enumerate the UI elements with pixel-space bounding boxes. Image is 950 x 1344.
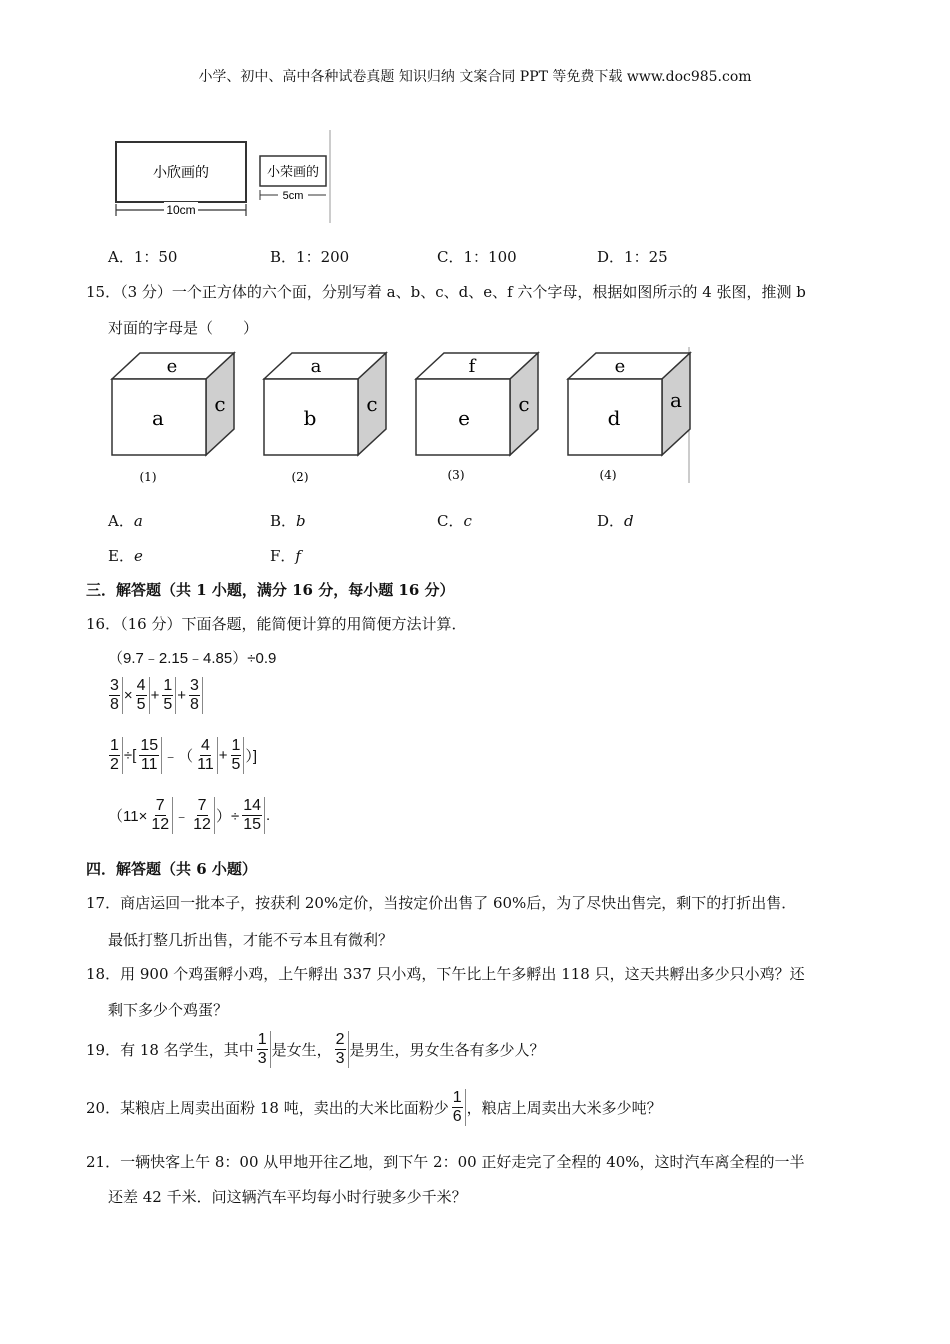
cube-2-side: c	[366, 392, 378, 416]
q18-line2: 剩下多少个鸡蛋？	[108, 1001, 229, 1019]
q16-line: 16．（16 分）下面各题，能简便计算的用简便方法计算．	[86, 615, 467, 633]
q21-line1: 21．一辆快客上午 8：00 从甲地开往乙地，到下午 2：00 正好走完了全程的 40%，这时汽车离全程的一半	[86, 1153, 805, 1171]
cube-2-top: a	[310, 356, 322, 377]
q20-line: 20．某粮店上周卖出面粉 18 吨，卖出的大米比面粉少 $\frac{1}{6}$ ，粮店上周卖出大米多少吨？	[86, 1089, 662, 1125]
cube-4-top: e	[614, 356, 626, 377]
q14-option-a[interactable]: A．1：50	[108, 248, 178, 266]
q15-line1: 15．（3 分）一个正方体的六个面，分别写着 a、b、c、d、e、f 六个字母，根据如图所示的 4 张图，推测 b	[86, 283, 806, 301]
q15-line2: 对面的字母是（ ）	[108, 319, 259, 337]
cube-1-front: a	[152, 406, 164, 430]
cube-1-top: e	[166, 356, 178, 377]
q16-expr4: （11× $\frac{7}{12}$ ﹣ $\frac{7}{12}$ ）÷ $\frac{14}{15}$ .	[108, 797, 271, 833]
cube-3-side: c	[518, 392, 530, 416]
q15-option-b[interactable]: B．b	[270, 512, 306, 530]
right-rect-dim: 5cm	[282, 190, 304, 202]
right-rect-label: 小荣画的	[266, 164, 320, 179]
q17-line2: 最低打整几折出售，才能不亏本且有微利？	[108, 931, 394, 949]
q14-figure	[108, 130, 338, 225]
page-header: 小学、初中、高中各种试卷真题 知识归纳 文案合同 PPT 等免费下载 www.doc985.com	[198, 69, 752, 85]
cube-3-front: e	[458, 406, 470, 430]
q14-option-b[interactable]: B．1：200	[270, 248, 350, 266]
q15-option-c[interactable]: C．c	[437, 512, 472, 530]
cube-1-caption: (1)	[139, 470, 157, 484]
cube-2-caption: (2)	[291, 470, 309, 484]
cube-4-front: d	[607, 406, 621, 430]
q18-line1: 18．用 900 个鸡蛋孵小鸡，上午孵出 337 只小鸡，下午比上午多孵出 118 只，这天共孵出多少只小鸡？还	[86, 965, 805, 983]
cube-3-caption: (3)	[447, 468, 465, 482]
cube-4-side: a	[670, 388, 682, 412]
section4-title: 四．解答题（共 6 小题）	[86, 860, 257, 878]
cube-3	[416, 353, 538, 482]
cube-3-top: f	[468, 356, 476, 377]
q16-expr3: $\frac{1}{2}$ ÷[ $\frac{15}{11}$ ﹣（ $\frac{4}{11}$ + $\frac{1}{5}$ ）]	[106, 737, 257, 774]
q19-line: 19．有 18 名学生，其中 $\frac{1}{3}$ 是女生， $\frac{2}{3}$ 是男生，男女生各有多少人？	[86, 1031, 545, 1067]
left-rect-dim: 10cm	[166, 203, 196, 217]
q15-option-d[interactable]: D．d	[597, 512, 634, 530]
left-rect-label: 小欣画的	[153, 164, 209, 180]
q15-cubes-figure	[108, 347, 692, 485]
q16-expr1: （9.7﹣2.15﹣4.85）÷0.9	[108, 650, 277, 667]
q15-option-e[interactable]: E．e	[108, 547, 143, 565]
cube-1-side: c	[214, 392, 226, 416]
q14-option-d[interactable]: D．1：25	[597, 248, 668, 266]
cube-4-caption: (4)	[599, 468, 617, 482]
q15-option-f[interactable]: F．f	[270, 547, 301, 565]
q17-line1: 17．商店运回一批本子，按获利 20%定价，当按定价出售了 60%后，为了尽快出售完，剩下的打折出售．	[86, 894, 797, 912]
cube-1	[112, 353, 234, 484]
cube-4	[568, 353, 690, 482]
q14-option-c[interactable]: C．1：100	[437, 248, 517, 266]
section3-title: 三．解答题（共 1 小题，满分 16 分，每小题 16 分）	[86, 581, 455, 599]
q21-line2: 还差 42 千米．问这辆汽车平均每小时行驶多少千米？	[108, 1188, 467, 1206]
cube-2-front: b	[303, 406, 317, 430]
q15-option-a[interactable]: A．a	[108, 512, 143, 530]
q16-expr2: $\frac{3}{8}$ × $\frac{4}{5}$ + $\frac{1}{5}$ + $\frac{3}{8}$	[106, 677, 204, 714]
cube-2	[264, 353, 386, 484]
